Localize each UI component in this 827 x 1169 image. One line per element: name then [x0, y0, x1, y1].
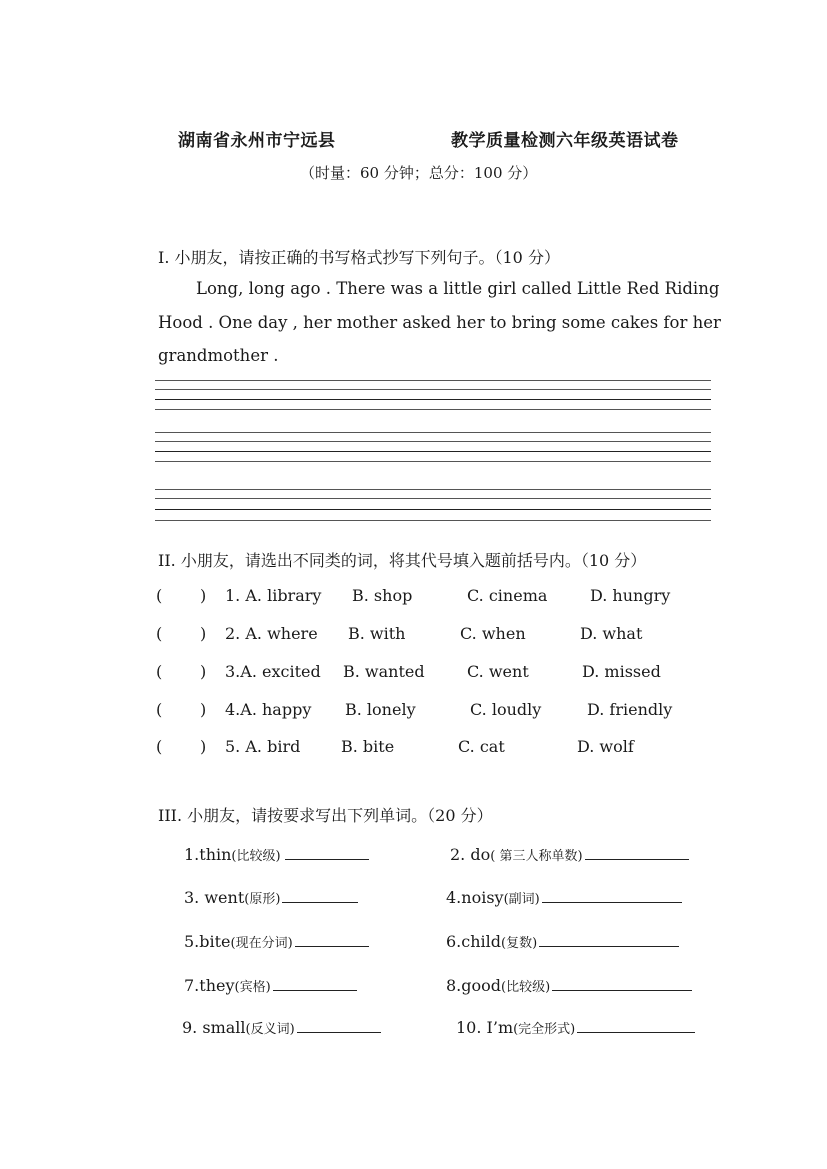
answer-paren-close: ) — [200, 662, 207, 681]
word-text: 7.they — [184, 976, 235, 995]
word-item — [184, 888, 358, 907]
writing-lines-3[interactable] — [155, 489, 711, 529]
answer-blank[interactable] — [585, 845, 689, 860]
section3-heading: III. 小朋友，请按要求写出下列单词。（20 分） — [158, 806, 493, 825]
question-option-d: D. missed — [582, 662, 661, 681]
answer-paren-open[interactable]: ( — [156, 700, 163, 719]
question-option-d: D. what — [580, 624, 643, 643]
question-option-c: C. loudly — [470, 700, 542, 719]
copy-sentence-line1: Long, long ago . There was a little girl called Little Red Riding — [196, 279, 720, 298]
question-option-b: B. bite — [341, 737, 395, 756]
word-hint: (比较级) — [501, 980, 551, 995]
question-option-a: 5. A. bird — [225, 737, 301, 756]
word-text: 1.thin — [184, 845, 232, 864]
question-option-b: B. lonely — [345, 700, 416, 719]
word-item — [184, 932, 369, 951]
answer-paren-close: ) — [200, 586, 207, 605]
answer-paren-open[interactable]: ( — [156, 662, 163, 681]
word-hint: (原形) — [244, 892, 281, 907]
answer-blank[interactable] — [295, 932, 369, 947]
writing-lines-2[interactable] — [155, 432, 711, 472]
section2-heading: II. 小朋友，请选出不同类的词，将其代号填入题前括号内。（10 分） — [158, 551, 647, 570]
answer-paren-close: ) — [200, 700, 207, 719]
question-option-a: 4.A. happy — [225, 700, 312, 719]
word-text: 8.good — [446, 976, 502, 995]
word-item — [450, 845, 689, 864]
section1-heading: I. 小朋友，请按正确的书写格式抄写下列句子。（10 分） — [158, 248, 560, 267]
word-item — [184, 976, 357, 995]
word-hint: (完全形式) — [513, 1022, 576, 1037]
answer-paren-open[interactable]: ( — [156, 586, 163, 605]
exam-title: 教学质量检测六年级英语试卷 — [451, 131, 679, 151]
answer-blank[interactable] — [577, 1018, 695, 1033]
word-item — [446, 932, 679, 951]
word-hint: (宾格) — [234, 980, 271, 995]
word-hint: (反义词) — [245, 1022, 295, 1037]
answer-paren-open[interactable]: ( — [156, 737, 163, 756]
word-text: 6.child — [446, 932, 502, 951]
answer-blank[interactable] — [552, 976, 692, 991]
copy-sentence-line3: grandmother . — [158, 346, 279, 365]
question-option-b: B. with — [348, 624, 406, 643]
copy-sentence-line2: Hood . One day , her mother asked her to bring some cakes for her — [158, 313, 721, 332]
word-text: 2. do — [450, 845, 491, 864]
question-option-a: 1. A. library — [225, 586, 322, 605]
word-text: 3. went — [184, 888, 245, 907]
word-hint: ( 第三人称单数) — [490, 849, 583, 864]
answer-blank[interactable] — [273, 976, 357, 991]
question-option-a: 3.A. excited — [225, 662, 321, 681]
question-option-b: B. wanted — [343, 662, 425, 681]
question-option-b: B. shop — [352, 586, 413, 605]
word-hint: (现在分词) — [230, 936, 293, 951]
word-text: 9. small — [182, 1018, 246, 1037]
word-hint: (复数) — [501, 936, 538, 951]
question-option-c: C. cat — [458, 737, 505, 756]
answer-paren-close: ) — [200, 624, 207, 643]
answer-blank[interactable] — [285, 845, 369, 860]
word-hint: (比较级) — [231, 849, 281, 864]
question-option-c: C. when — [460, 624, 526, 643]
question-option-d: D. hungry — [590, 586, 671, 605]
word-item — [184, 845, 369, 864]
answer-blank[interactable] — [539, 932, 679, 947]
answer-blank[interactable] — [297, 1018, 381, 1033]
word-item — [446, 976, 692, 995]
question-option-a: 2. A. where — [225, 624, 318, 643]
time-info: （时量：60 分钟；总分：100 分） — [300, 164, 538, 182]
question-option-d: D. wolf — [577, 737, 634, 756]
location-title: 湖南省永州市宁远县 — [178, 131, 336, 151]
word-item — [456, 1018, 695, 1037]
word-item — [182, 1018, 381, 1037]
answer-blank[interactable] — [282, 888, 358, 903]
answer-paren-close: ) — [200, 737, 207, 756]
word-text: 10. I’m — [456, 1018, 514, 1037]
question-option-d: D. friendly — [587, 700, 673, 719]
question-option-c: C. cinema — [467, 586, 548, 605]
answer-blank[interactable] — [542, 888, 682, 903]
answer-paren-open[interactable]: ( — [156, 624, 163, 643]
writing-lines-1[interactable] — [155, 380, 711, 420]
word-hint: (副词) — [503, 892, 540, 907]
word-item — [446, 888, 682, 907]
question-option-c: C. went — [467, 662, 529, 681]
word-text: 4.noisy — [446, 888, 504, 907]
word-text: 5.bite — [184, 932, 231, 951]
